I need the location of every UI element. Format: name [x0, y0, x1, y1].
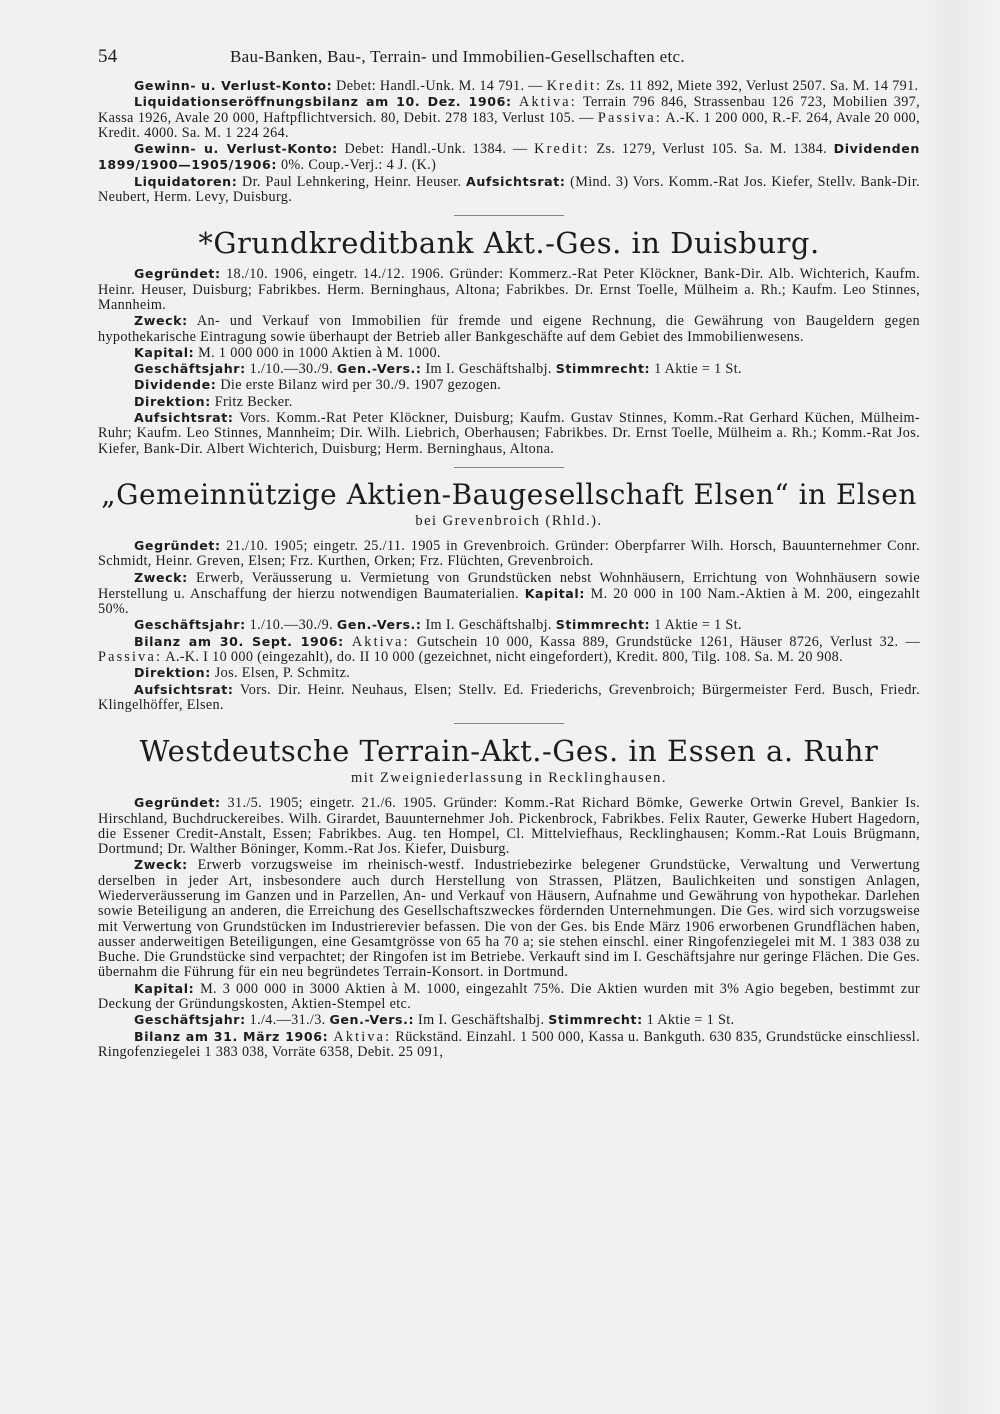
entry-title-elsen: „Gemeinnützige Aktien-Baugesellschaft Elsen“ in Elsen [101, 477, 917, 511]
section-divider [454, 467, 564, 468]
entry3-zweck: Zweck: Erwerb vorzugsweise im rheinisch-westf. Industriebezirke belegener Grundstücke, Verwaltung und Verwertung derselben in jeder Art, insbesondere auch durch Herstellung von Strassen, Plätzen, Baulichkeiten und sonstigen Anlagen, Wiederveräusserung im Ganzen und in Parzellen, An- und Verkauf von Häusern, Aufnahme und Gewährung von hypothekar. Darlehen sowie Beteiligung an anderen, die Erreichung des Gesellschaftszweckes fördernden Unternehmungen. Die Ges. wird sich vorzugsweise mit Verwertung von Grundstücken im Industrierevier befassen. Die von der Ges. bis Ende März 1906 erworbenen Grundflächen haben, ausser anderweitigen Beteiligungen, eine Gesamtgrösse von 65 ha 70 a; sie stehen einschl. einer Ringofenziegelei mit M. 1 383 038 zu Buche. Die Grundstücke sind verpachtet; der Ringofen ist im Betriebe. Verkauft sind im I. Geschäftsjahre nur geringe Flächen. Die Ges. übernahm die Führung für ein neu begründetes Terrain-Konsort. in Dortmund. [98, 857, 920, 981]
top-liquidationsbilanz: Liquidationseröffnungsbilanz am 10. Dez. 1906: Aktiva: Terrain 796 846, Strassenbau 126 723, Mobilien 397, Kassa 1926, Avale 20 000, Haftpflichtversich. 80, Debit. 278 183, Verlust 105. — Passiva: A.-K. 1 200 000, R.-F. 264, Avale 20 000, Kredit. 4000. Sa. M. 1 224 264. [98, 94, 920, 141]
entry2-aufsichtsrat: Aufsichtsrat: Vors. Dir. Heinr. Neuhaus, Elsen; Stellv. Ed. Friederichs, Grevenbroich; Bürgermeister Ferd. Busch, Friedr. Klingelhöffer, Elsen. [98, 681, 920, 713]
section-divider [454, 215, 564, 216]
top-liquidatoren: Liquidatoren: Dr. Paul Lehnkering, Heinr. Heuser. Aufsichtsrat: (Mind. 3) Vors. Komm.-Rat Jos. Kiefer, Stellv. Bank-Dir. Neubert, Herm. Levy, Duisburg. [98, 173, 921, 206]
entry-subtitle-elsen: bei Grevenbroich (Rhld.). [415, 512, 603, 529]
page-number: 54 [98, 46, 118, 67]
entry3-kapital: Kapital: M. 3 000 000 in 3000 Aktien à M. 1000, eingezahlt 75%. Die Aktien wurden mit 3% Agio begeben, bestimmt zur Deckung der Gründungskosten, Aktien-Stempel etc. [98, 980, 920, 1013]
entry2-gegruendet: Gegründet: 21./10. 1905; eingetr. 25./11. 1905 in Grevenbroich. Gründer: Oberpfarrer Wilh. Horsch, Bauunternehmer Conr. Schmidt, Heinr. Greven, Elsen; Frz. Kurthen, Orken; Frz. Flüchten, Grevenbroich. [98, 537, 920, 570]
entry-title-grundkreditbank: *Grundkreditbank Akt.-Ges. in Duisburg. [198, 226, 820, 261]
entry1-kapital: Kapital: M. 1 000 000 in 1000 Aktien à M. 1000. [134, 344, 441, 361]
entry1-dividende: Dividende: Die erste Bilanz wird per 30./9. 1907 gezogen. [134, 377, 502, 394]
entry3-geschaeftsjahr: Geschäftsjahr: 1./4.—31./3. Gen.-Vers.: Im I. Geschäftshalbj. Stimmrecht: 1 Aktie = 1 St. [134, 1012, 735, 1029]
entry1-gegruendet: Gegründet: 18./10. 1906, eingetr. 14./12. 1906. Gründer: Kommerz.-Rat Peter Klöckner, Bank-Dir. Alb. Wichterich, Kaufm. Heinr. Heuser, Duisburg; Fabrikbes. Herm. Berninghaus, Altona; Fabrikbes. Dr. Ernst Toelle, Mülheim a. Rh.; Kaufm. Leo Stinnes, Mannheim. [98, 266, 920, 313]
running-title: Bau-Banken, Bau-, Terrain- und Immobilien-Gesellschaften etc. [230, 47, 685, 66]
entry2-direktion: Direktion: Jos. Elsen, P. Schmitz. [134, 665, 351, 682]
running-header [98, 38, 920, 78]
top-guv-konto: Gewinn- u. Verlust-Konto: Debet: Handl.-Unk. M. 14 791. — Kredit: Zs. 11 892, Miete 392, Verlust 2507. Sa. M. 14 791. [134, 78, 919, 94]
entry-title-westdeutsche: Westdeutsche Terrain-Akt.-Ges. in Essen a. Ruhr [139, 734, 879, 769]
entry1-direktion: Direktion: Fritz Becker. [134, 393, 293, 410]
entry1-geschaeftsjahr: Geschäftsjahr: 1./10.—30./9. Gen.-Vers.: Im I. Geschäftshalbj. Stimmrecht: 1 Aktie = 1 St. [134, 361, 742, 378]
entry1-aufsichtsrat: Aufsichtsrat: Vors. Komm.-Rat Peter Klöckner, Duisburg; Kaufm. Gustav Stinnes, Komm.-Rat Gerhard Küchen, Mülheim-Ruhr; Kaufm. Leo Stinnes, Mannheim; Dir. Wilh. Liebrich, Oberhausen; Fabrikbes. Dr. Ernst Toelle, Mülheim a. Rh.; Komm.-Rat Jos. Kiefer, Bank-Dir. Albert Wichterich, Duisburg; Herm. Berninghaus, Altona. [98, 410, 920, 457]
entry2-bilanz: Bilanz am 30. Sept. 1906: Aktiva: Gutschein 10 000, Kassa 889, Grundstücke 1261, Häuser 8726, Verlust 32. — Passiva: A.-K. I 10 000 (eingezahlt), do. II 10 000 (gezeichnet, nicht eingefordert), Kredit. 800, Tilg. 108. Sa. M. 20 908. [98, 633, 920, 666]
entry1-zweck: Zweck: An- und Verkauf von Immobilien für fremde und eigene Rechnung, die Gewährung von Baugeldern gegen hypothekarische Eintragung sowie überhaupt der Betrieb aller Bankgeschäfte auf dem Gebiet des Immobilienwesens. [98, 313, 920, 345]
entry2-zweck: Zweck: Erwerb, Veräusserung u. Vermietung von Grundstücken nebst Wohnhäusern, Errichtung von Wohnhäusern sowie Herstellung u. Anschaffung der hierzu notwendigen Baumaterialien. Kapital: M. 20 000 in 100 Nam.-Aktien à M. 200, eingezahlt 50%. [98, 569, 920, 618]
entry3-bilanz: Bilanz am 31. März 1906: Aktiva: Rückständ. Einzahl. 1 500 000, Kassa u. Bankguth. 630 835, Grundstücke einschliessl. Ringofenziegelei 1 383 038, Vorräte 6358, Debit. 25 091, [98, 1028, 920, 1060]
page-content [98, 38, 920, 1060]
top-guv-konto-2: Gewinn- u. Verlust-Konto: Debet: Handl.-Unk. 1384. — Kredit: Zs. 1279, Verlust 105. Sa. M. 1384. Dividenden 1899/1900—1905/1906: 0%. Coup.-Verj.: 4 J. (K.) [98, 141, 920, 174]
adjacent-page-edge [922, 0, 1000, 1414]
entry3-gegruendet: Gegründet: 31./5. 1905; eingetr. 21./6. 1905. Gründer: Komm.-Rat Richard Bömke, Gewerke Ortwin Grevel, Bankier Is. Hirschland, Buchdruckereibes. Wilh. Girardet, Bauunternehmer Joh. Pickenbrock, Fabrikbes. Felix Rauter, Gewerke Hubert Hagedorn, die Essener Credit-Anstalt, Essen; Fabrikbes. Aug. ten Hompel, Cl. Mittelviefhaus, Recklinghausen; Komm.-Rat Louis Brügmann, Dortmund; Dr. Walther Böninger, Komm.-Rat Jos. Kiefer, Duisburg. [98, 795, 920, 858]
entry-subtitle-westdeutsche: mit Zweigniederlassung in Recklinghausen. [350, 770, 667, 787]
entry2-geschaeftsjahr: Geschäftsjahr: 1./10.—30./9. Gen.-Vers.: Im I. Geschäftshalbj. Stimmrecht: 1 Aktie = 1 St. [134, 617, 742, 634]
section-divider [454, 723, 564, 724]
